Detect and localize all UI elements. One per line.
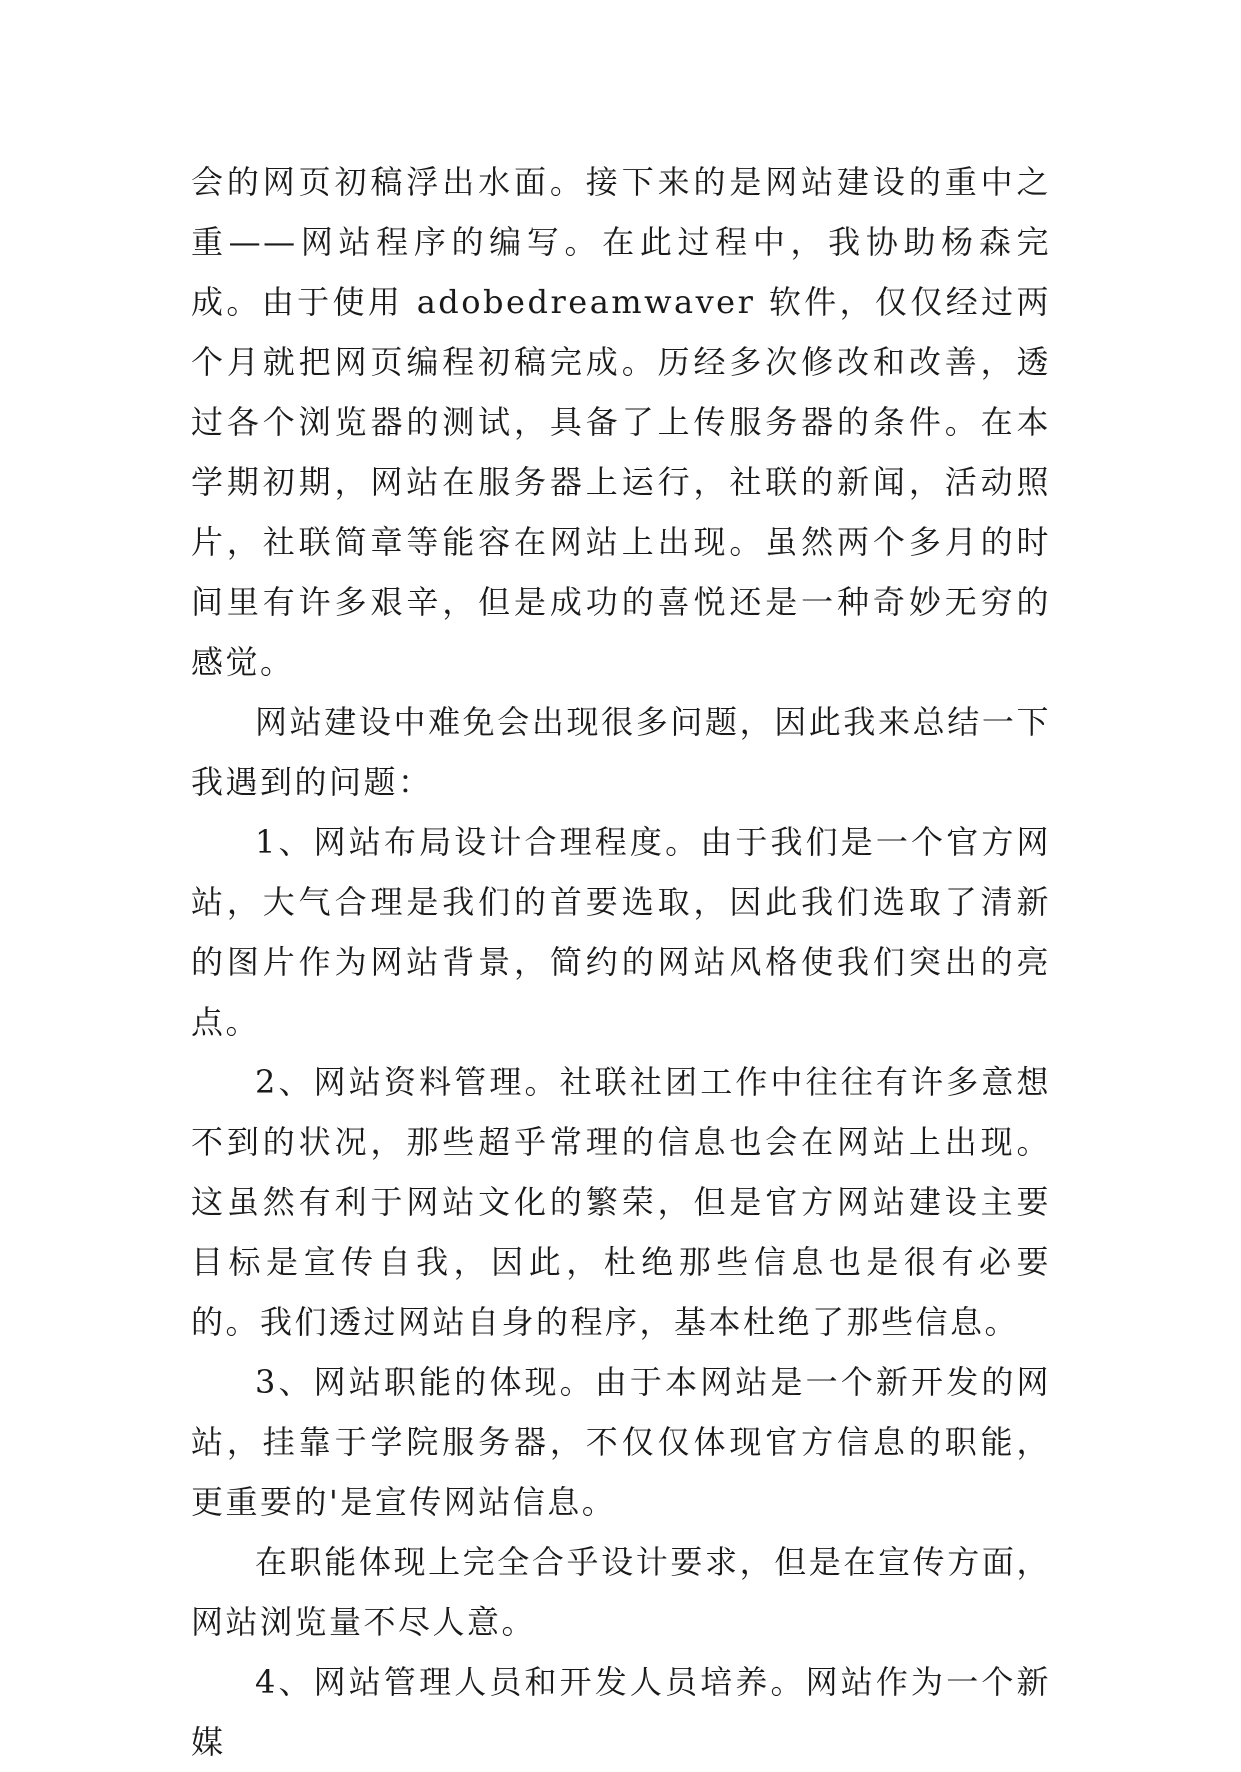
paragraph-5: 3、网站职能的体现。由于本网站是一个新开发的网站，挂靠于学院服务器，不仅仅体现官方信息的职能，更重要的'是宣传网站信息。 (191, 1363, 1051, 1521)
paragraph-2: 网站建设中难免会出现很多问题，因此我来总结一下我遇到的问题： (191, 703, 1051, 801)
paragraph-6: 在职能体现上完全合乎设计要求，但是在宣传方面，网站浏览量不尽人意。 (191, 1543, 1051, 1641)
paragraph-4: 2、网站资料管理。社联社团工作中往往有许多意想不到的状况，那些超乎常理的信息也会在网站上出现。这虽然有利于网站文化的繁荣，但是官方网站建设主要目标是宣传自我，因此，杜绝那些信息也是很有必要的。我们透过网站自身的程序，基本杜绝了那些信息。 (191, 1063, 1051, 1341)
paragraph-1: 会的网页初稿浮出水面。接下来的是网站建设的重中之重——网站程序的编写。在此过程中，我协助杨森完成。由于使用 adobedreamwaver 软件，仅仅经过两个月就把网页编程初稿完成。历经多次修改和改善，透过各个浏览器的测试，具备了上传服务器的条件。在本学期初期，网站在服务器上运行，社联的新闻，活动照片，社联简章等能容在网站上出现。虽然两个多月的时间里有许多艰辛，但是成功的喜悦还是一种奇妙无穷的感觉。 (191, 163, 1051, 681)
paragraph-3: 1、网站布局设计合理程度。由于我们是一个官方网站，大气合理是我们的首要选取，因此我们选取了清新的图片作为网站背景，简约的网站风格使我们突出的亮点。 (191, 823, 1051, 1041)
document-body (191, 152, 1051, 1772)
paragraph-7: 4、网站管理人员和开发人员培养。网站作为一个新媒 (191, 1663, 1051, 1761)
